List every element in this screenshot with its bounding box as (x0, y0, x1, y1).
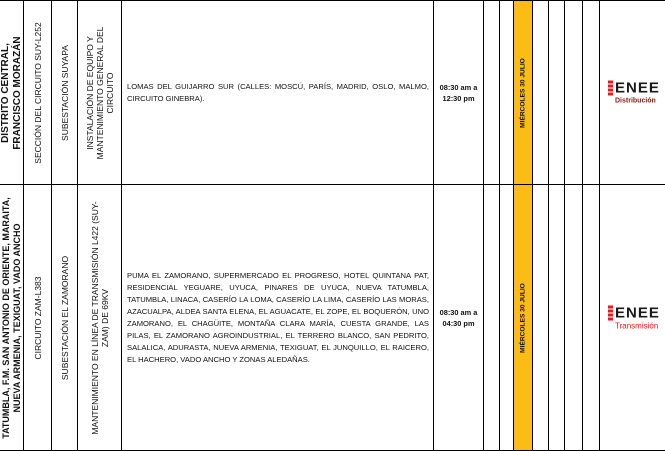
description-cell (122, 185, 434, 451)
enee-stripes-icon (608, 305, 613, 321)
work-cell (78, 0, 122, 185)
affected-areas-text: PUMA EL ZAMORANO, SUPERMERCADO EL PROGRESO, HOTEL QUINTANA PAT, RESIDENCIAL YEGUARE, UYUCA, PINARES DE UYUCA, NUEVA TATUMBLA, TATUMBLA, LINACA, CASERÍO LA LOMA, CASERÍO LA LIMA, CASERÍO LAS MORAS, AZACUALPA, ALDEA SANTA ELENA, EL AGUACATE, EL ZOPE, EL BOQUERÓN, UNO ZAMORANO, EL CHAGÜITE, MONTAÑA CLARA MARÍA, CUESTA GRANDE, LAS PILAS, EL ZAMORANO AGROINDUSTRIAL, EL TERRERO BLANCO, SAN PEDRITO, SALALICA, ADURASTA, NUEVA ARMENIA, TEXIGUAT, EL JUNQUILLO, EL RAICERO, EL HACHERO, VADO ANCHO Y ZONAS ALEDAÑAS. (127, 270, 429, 364)
empty-cell (500, 185, 514, 451)
empty-cell (549, 0, 565, 185)
table-row (0, 0, 665, 185)
affected-areas-text: LOMAS DEL GUIJARRO SUR (CALLES: MOSCÚ, PARÍS, MADRID, OSLO, MALMO, CIRCUITO GINEBRA). (127, 81, 429, 103)
district-cell (0, 185, 24, 451)
time-cell (434, 185, 484, 451)
district-label: TATUMBLA, F.M. SAN ANTONIO DE ORIENTE, MARAITA, NUEVA ARMENIA, TEXIGUAT, VADO ANCHO (0, 196, 22, 439)
work-label: MANTENIMIENTO EN LÍNEA DE TRANSMISIÓN L422 (SUY-ZAM) DE 69KV (89, 200, 110, 435)
table-row (0, 185, 665, 451)
section-cell (24, 185, 52, 451)
empty-cell (484, 185, 500, 451)
logo-wordmark: ENEE (615, 304, 660, 321)
time-range: 08:30 am a 12:30 pm (439, 82, 478, 103)
time-cell (434, 0, 484, 185)
empty-cell (484, 0, 500, 185)
section-label: CIRCUITO ZAM-L383 (32, 276, 43, 359)
empty-cell (583, 0, 600, 185)
date-cell (514, 185, 533, 451)
empty-cell (565, 0, 583, 185)
empty-cell (565, 185, 583, 451)
logo-subtitle: Distribución (615, 97, 656, 104)
substation-cell (52, 185, 78, 451)
empty-cell (533, 185, 549, 451)
section-cell (24, 0, 52, 185)
empty-cell (549, 185, 565, 451)
enee-transmision-logo (608, 305, 660, 330)
enee-distribucion-logo (608, 80, 660, 105)
section-label: SECCIÓN DEL CIRCUITO SUY-L252 (32, 21, 43, 164)
date-label: MIÉRCOLES 30 JULIO (519, 282, 527, 353)
logo-subtitle: Transmisión (615, 321, 659, 330)
district-label: DISTRITO CENTRAL, FRANCISCO MORAZÁN (0, 35, 23, 150)
logo-cell (600, 185, 665, 451)
substation-label: SUBESTACIÓN EL ZAMORANO (59, 255, 70, 380)
enee-stripes-icon (608, 80, 613, 96)
empty-cell (500, 0, 514, 185)
substation-cell (52, 0, 78, 185)
logo-cell (600, 0, 665, 185)
date-cell (514, 0, 533, 185)
empty-cell (533, 0, 549, 185)
empty-cell (583, 185, 600, 451)
substation-label: SUBESTACIÓN SUYAPA (59, 44, 70, 141)
time-range: 08:30 am a 04:30 pm (439, 307, 478, 328)
description-cell (122, 0, 434, 185)
work-label: INSTALACIÓN DE EQUIPO Y MANTENIMIENTO GENERAL DEL CIRCUITO (84, 26, 115, 159)
work-cell (78, 185, 122, 451)
district-cell (0, 0, 24, 185)
logo-wordmark: ENEE (615, 79, 660, 96)
date-label: MIÉRCOLES 30 JULIO (519, 57, 527, 128)
